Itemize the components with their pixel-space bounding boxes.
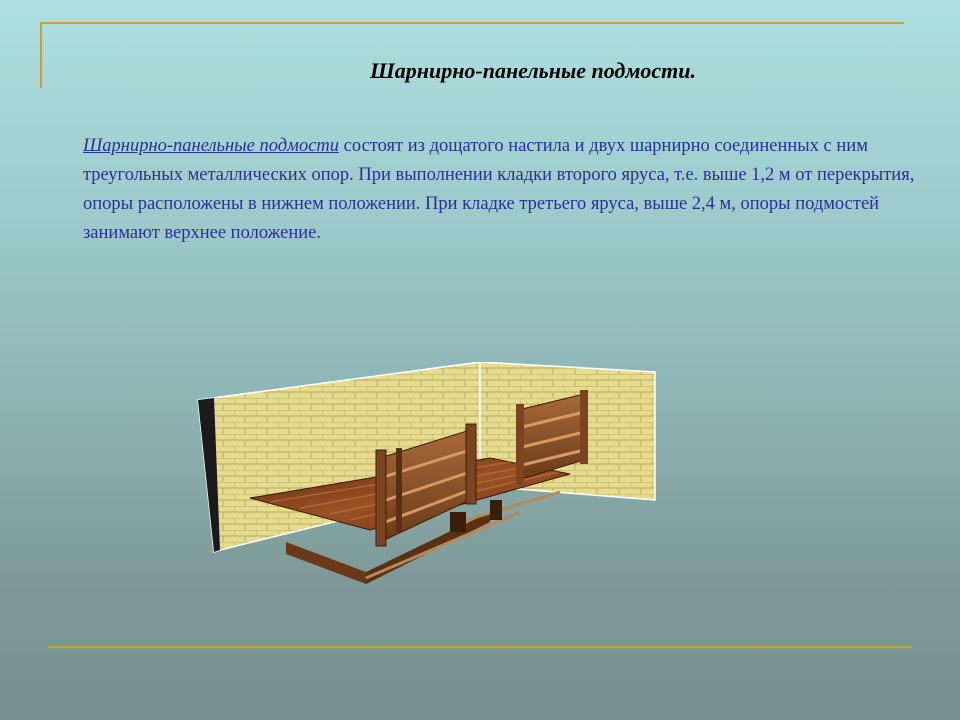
top-rule (40, 22, 904, 24)
paragraph-text: состоят из дощатого настила и двух шарнирно соединенных с ним треугольных металлических опор. При выполнении кладки второго яруса, т.е. выше 1,2 м от перекрытия, опоры расположены в нижнем положении. При кладке третьего яруса, выше 2,4 м, опоры подмостей занимают верхнее положение. (83, 136, 915, 243)
bottom-rule (48, 646, 912, 648)
body-paragraph (83, 132, 923, 248)
term-link[interactable]: Шарнирно-панельные подмости (83, 136, 340, 156)
scaffold-illustration (190, 362, 660, 602)
slide-title: Шарнирно-панельные подмости. (369, 58, 697, 83)
